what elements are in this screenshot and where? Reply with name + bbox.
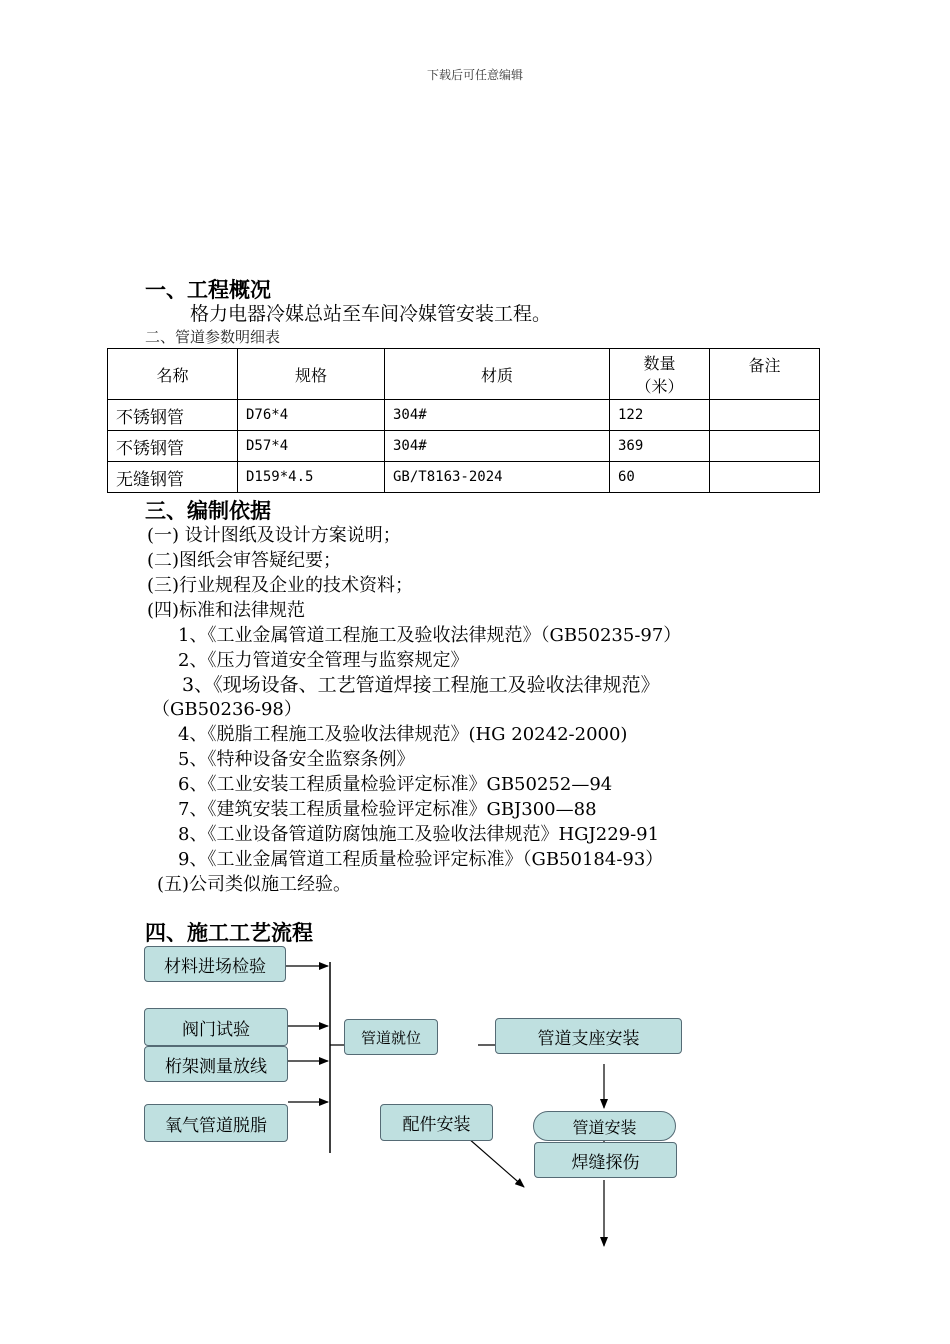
cell-spec: D76*4 (238, 400, 385, 431)
flow-box-pipe-install: 管道安装 (533, 1111, 676, 1141)
basis-standard: 9、《工业金属管道工程质量检验评定标准》（GB50184-93） (178, 849, 664, 870)
basis-standard-continued: （GB50236-98） (152, 699, 302, 720)
header-quantity-line2: （米） (635, 377, 684, 396)
cell-name: 不锈钢管 (108, 400, 238, 431)
header-note: 下载后可任意编辑 (426, 68, 523, 82)
basis-standard: 1、《工业金属管道工程施工及验收法律规范》（GB50235-97） (178, 625, 682, 646)
cell-material: 304# (385, 431, 610, 462)
flow-box-valve-test: 阀门试验 (144, 1008, 288, 1046)
cell-quantity: 122 (610, 400, 710, 431)
flow-box-oxygen-degrease: 氧气管道脱脂 (144, 1104, 288, 1142)
basis-item: (三)行业规程及企业的技术资料； (147, 575, 414, 596)
basis-item: (四)标准和法律规范 (147, 600, 306, 621)
cell-quantity: 369 (610, 431, 710, 462)
basis-standard: 7、《建筑安装工程质量检验评定标准》GBJ300—88 (178, 799, 597, 820)
header-remark: 备注 (710, 349, 820, 400)
section-3-title: 三、编制依据 (145, 499, 271, 523)
flow-box-support-install: 管道支座安装 (495, 1018, 682, 1054)
basis-standard: 3、《现场设备、工艺管道焊接工程施工及验收法律规范》 (182, 674, 660, 696)
header-spec: 规格 (238, 349, 385, 400)
section-4-title: 四、施工工艺流程 (145, 921, 313, 945)
flow-box-weld-inspect: 焊缝探伤 (534, 1142, 677, 1178)
cell-name: 无缝钢管 (108, 462, 238, 493)
basis-standard: 4、《脱脂工程施工及验收法律规范》(HG 20242-2000) (178, 724, 628, 745)
flow-box-truss-survey: 桁架测量放线 (144, 1046, 288, 1082)
flow-box-pipe-position: 管道就位 (344, 1019, 438, 1055)
basis-standard: 5、《特种设备安全监察条例》 (178, 749, 415, 770)
basis-standard: 8、《工业设备管道防腐蚀施工及验收法律规范》HGJ229-91 (178, 824, 660, 845)
cell-spec: D57*4 (238, 431, 385, 462)
basis-standard: 2、《压力管道安全管理与监察规定》 (178, 650, 469, 671)
cell-material: GB/T8163-2024 (385, 462, 610, 493)
basis-item: (一) 设计图纸及设计方案说明； (147, 525, 401, 546)
basis-item: (五)公司类似施工经验。 (157, 874, 352, 895)
section-2-title: 二、管道参数明细表 (145, 328, 281, 346)
cell-spec: D159*4.5 (238, 462, 385, 493)
flow-box-fitting-install: 配件安装 (380, 1104, 493, 1141)
basis-item: (二)图纸会审答疑纪要； (147, 550, 342, 571)
basis-standard: 6、《工业安装工程质量检验评定标准》GB50252—94 (178, 774, 613, 795)
header-name: 名称 (108, 349, 238, 400)
cell-name: 不锈钢管 (108, 431, 238, 462)
header-quantity-line1: 数量 (643, 354, 676, 373)
cell-quantity: 60 (610, 462, 710, 493)
flow-box-material-check: 材料进场检验 (144, 946, 286, 982)
section-1-text: 格力电器冷媒总站至车间冷媒管安装工程。 (190, 303, 552, 325)
header-material: 材质 (385, 349, 610, 400)
section-1-title: 一、工程概况 (145, 278, 271, 302)
cell-material: 304# (385, 400, 610, 431)
